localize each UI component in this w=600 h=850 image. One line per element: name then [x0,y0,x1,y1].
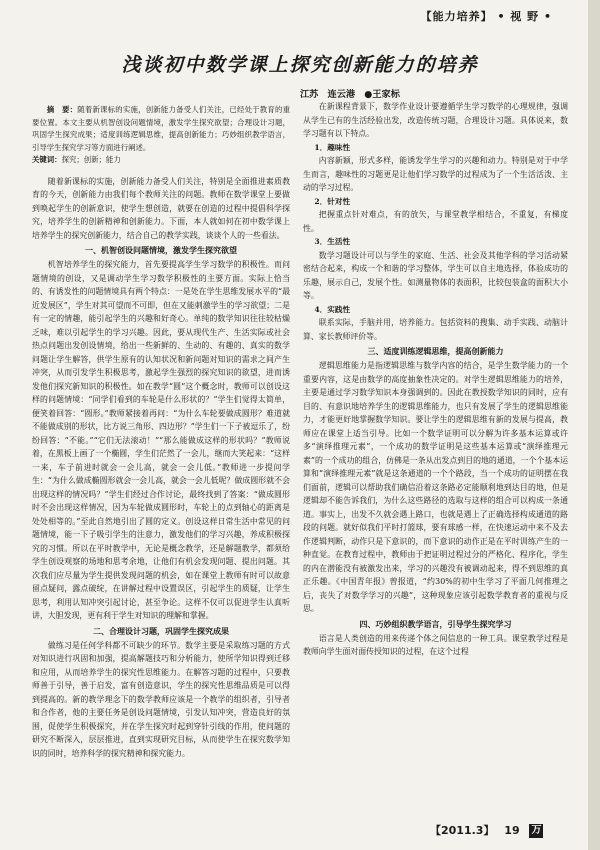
right-column [303,100,568,659]
page-number: 19 [504,824,520,837]
keywords-text: 探究；创新；能力 [61,155,121,164]
feature-text-2: 把握重点针对难点，有的放矢，与课堂教学相结合，不重复，有梯度性。 [303,210,568,233]
section-3-paragraph: 逻辑思维能力是指逻辑思维与数学内容的结合，是学生数学能力的一个重要内容，这是由数学的高度抽象性决定的。对学生逻辑思维能力的培养，主要是通过学习数学知识本身强调到的。因此在教授数学知识的同时，应有目的、有意识地培养学生的逻辑思维能力，也只有发展了学生的逻辑思维能力，才能更好地掌握数学知识。要让学生的逻辑思维有新的发展与提高，教师应在课堂上适当引导。比如一个数学证明可以分解为许多基本运算或许多“演绎推理元素”，一个成功的数学证明是这些基本运算或“演绎推理元素”的一个成功的组合，仿佛是一条从出发点到目的地的通道，一个个基本运算和“演绎推理元素”就是这条通道的一个个路段，当一个成功的证明摆在我们面前，逻辑可以帮助我们确信沿着这条路必定能顺利地到达目的地，但是逻辑却不能告诉我们，为什么这些路径的选取与这样的组合可以构成一条通道。事实上，出发不久就会遇上路口，也就是遇上了正确选择构成通道的路段的问题。就好似我们平时打篮球，要有球感一样，在快速运动中来不及去作逻辑判断，动作只是下意识的，而下意识的动作正是在平时训练产生的一种直觉。在教育过程中，教师由于把证明过程过分的严格化、程序化，学生的内在潜能没有被激发出来，学习的兴趣没有被调动起来，得不到思维的真正乐趣。《中国青年报》曾报道，“约30%的初中生学习了平面几何推理之后，丧失了对数学学习的兴趣”，这种现象应该引起数学教育者的重视与反思。 [303,361,568,613]
feature-label-1: 1．趣味性 [314,142,351,152]
section-heading-4: 四、巧妙组织教学语言，引导学生探究学习 [359,619,512,629]
issue-number: 【2011.3】 [430,824,495,837]
section-2-paragraph-b: 在新课程背景下，数学作业设计要遵循学生学习数学的心理规律，强调从学生已有的生活经验出发，改造传统习题，合理设计习题。具体说来，数学习题有以下特点。 [303,102,568,138]
section-tag: 【能力培养】 • 视 野 • [420,10,552,23]
page-spine-edge [588,0,600,850]
left-column [32,104,290,760]
section-heading-1: 一、机智创设问题情境，激发学生探究欲望 [85,246,237,255]
article-title: 浅谈初中数学课上探究创新能力的培养 [121,54,479,76]
keywords [32,154,290,167]
feature-text-3: 数学习题设计可以与学生的家庭、生活、社会及其他学科的学习活动紧密结合起来，构成一个和谐的学习整体，学生可以自主地选择，体验成功的乐趣，展示自己，发展个性。如测量物体的表面积，比较包装盒的面积大小等。 [303,250,568,300]
section-2-paragraph: 做练习是任何学科都不可缺少的环节。数学主要是采取练习题的方式对知识进行巩固和加强，提高解题技巧和分析能力，使所学知识得到迁移和应用，从而培养学生的探究性思维能力。在解答习题的过程中，只要教师善于引导，善于启发，富有创造意识，学生的探究性思维品质是可以得到提高的。新的教学理念下的数学教师应该是一个教学的组织者，引导者和合作者，他的主要任务是创设问题情境，引发认知冲突，营造良好的氛围，促使学生积极探究，并在学生探究时起到穿针引线的作用，使问题的研究不断深入，层层推进，直到实现研究目标，从而使学生在探究数学知识的同时，培养科学的探究精神和探究能力。 [32,640,290,758]
keywords-label: 关键词： [32,155,62,164]
abstract-text: 随着新课标的实施，创新能力备受人们关注，已经处于教育的重要位置。本文主要从机智创设问题情境，激发学生探究欲望；合理设计习题，巩固学生探究成果；适度训练逻辑思维，提高创新能力；巧妙组织教学语言，引导学生探究学习等方面进行阐述。 [32,105,290,152]
abstract [32,104,290,154]
section-4-paragraph: 语言是人类创造的用来传递个体之间信息的一种工具。课堂教学过程是教师向学生面对面传授知识的过程，在这个过程 [303,633,568,656]
abstract-label: 摘 要： [46,105,78,114]
feature-text-1: 内容新颖，形式多样，能诱发学生学习的兴趣和动力。特别是对于中学生而言，趣味性的习题更是让他们学习数学的过程成为了一个生活活泼、主动的学习过程。 [303,156,568,192]
intro-paragraph: 随着新课标的实施，创新能力备受人们关注，特别是全面推进素质教育的今天，创新能力由我们每个教师关注的问题。教师在数学课堂上要做到唤起学生的创新意识，使学生想创造，就要在创造的过程中提倡科学探究，培养学生的创新精神和创新能力。下面，本人就如何在初中数学课上培养学生的探究创新能力，结合自己的教学实践，谈谈个人的一些看法。 [32,176,290,240]
section-heading-3: 三、适度训练逻辑思维，提高创新能力 [367,347,504,356]
feature-text-4: 联系实际，手脑并用，培养能力。包括资料的搜集、动手实践、动脑计算、家长教师评价等。 [303,318,568,341]
section-heading-2: 二、合理设计习题，巩固学生探究成果 [93,626,229,636]
page-footer [430,822,543,838]
feature-label-2: 2．针对性 [314,196,351,206]
section-1-paragraph: 机智培养学生的探究能力，首先要提高学生学习数学的积极性。而问题情境的创设，又是调动学生学习数学积极性的主要方面。实际上恰当的、有诱发性的问题情境具有两个特点：一是处在学生思维发展水平的“最近发展区”，学生对其可望而不可即，但在又能刺激学生的学习欲望；二是有一定的情趣，能引起学生的兴趣和好奇心。单纯的数学知识往往较枯燥乏味，难以引起学生的学习兴趣。因此，要从现代生产、生活实际或社会热点问题出发创设情境，给出一些新鲜的、生动的、有趣的、真实的数学问题让学生解答，供学生原有的认知状况和新问题对知识的需求之间产生冲突，从而引发学生积极思考，激起学生强烈的探究知识的欲望，进而诱发他们探究新知识的积极性。如在教学“圆”这个概念时，教师可以创设这样的问题情境：“同学们看到的车轮是什么形状的？”学生们觉得太简单，便笑着回答：“圆形。”教师紧接着再问：“为什么车轮要做成圆形？难道就不能做成别的形状，比方说三角形、四边形？”学生们一下子被逗乐了，纷纷回答：“不能。”“它们无法滚动！”“那么能做成这样的形状吗？”教师说着，在黑板上画了一个椭圆，学生们茫然了一会儿，继而大笑起来：“这样一来，车子前进时就会一会儿高，就会一会儿低。”教师进一步提问学生：“为什么做成椭圆形就会一会儿高，就会一会儿低呢？做成圆形就不会出现这样的情况吗？”学生们经过合作讨论，最终找到了答案：“做成圆形时不会出现这样情况，因为车轮做成圆形时，车轮上的点到轴心的距离是处处相等的。”至此自然地引出了圆的定义。创设这样日常生活中常见的问题情境，能一下子吸引学生的注意力，激发他们的学习兴趣，养成积极探究的习惯。所以在平时教学中，无论是概念教学，还是解题教学，都须给学生创设观察的场地和思考余地，让他们有机会发现问题、提出问题。其次我们应尽量为学生提供发现问题的机会，如在课堂上教师有时可以故意留点疑问，露点破绽，在讲解过程中设置误区，引起学生的质疑，让学生思考，利用认知冲突引起讨论，甚至争论。这样不仅可以促进学生认真听讲，大胆发现，更有利于学生对知识的理解和掌握。 [32,260,290,620]
feature-label-4: 4．实践性 [314,304,351,314]
article-authors: 江苏 连云港 ●王家标 [300,89,400,100]
journal-logo-icon: 万 [531,825,542,836]
feature-label-3: 3．生活性 [314,237,351,246]
